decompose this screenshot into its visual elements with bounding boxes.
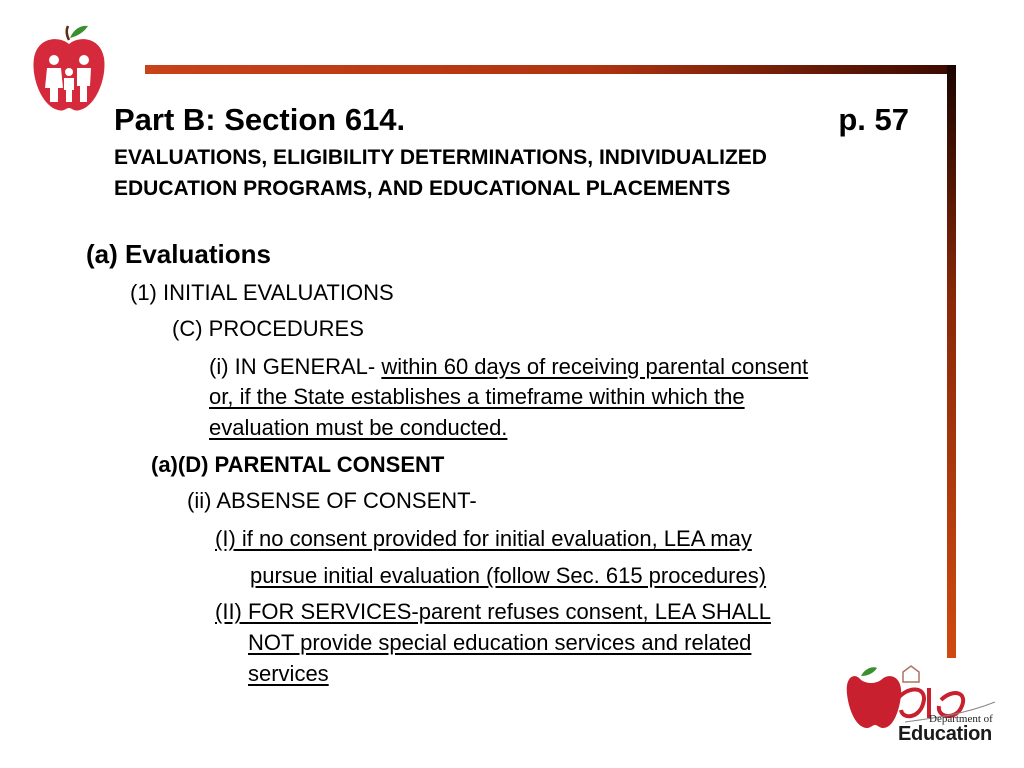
right-accent-bar [947, 65, 956, 658]
page-number: p. 57 [838, 102, 909, 137]
evaluations-heading: (a) Evaluations [86, 239, 271, 269]
procedures-item: (C) PROCEDURES [172, 316, 364, 341]
apple-family-icon [30, 22, 108, 114]
in-general-line-3: evaluation must be conducted. [209, 415, 508, 440]
initial-evaluations-item: (1) INITIAL EVALUATIONS [130, 280, 394, 305]
item-ii-line-2: NOT provide special education services and related [248, 630, 752, 655]
ode-education-text: Education [898, 723, 992, 745]
in-general-line-1 [209, 352, 808, 382]
item-ii-line-3: services [248, 661, 329, 686]
subtitle-line-1: EVALUATIONS, ELIGIBILITY DETERMINATIONS, INDIVIDUALIZED [114, 146, 767, 169]
ode-department-text: Department of [929, 713, 993, 725]
slide-title-row [114, 102, 909, 138]
item-i-line-1: (I) if no consent provided for initial evaluation, LEA may [215, 526, 752, 551]
in-general-prefix: (i) IN GENERAL- [209, 354, 382, 379]
item-ii-line-1: (II) FOR SERVICES-parent refuses consent, LEA SHALL [215, 599, 771, 624]
parental-consent-heading: (a)(D) PARENTAL CONSENT [151, 452, 445, 477]
in-general-text-1: within 60 days of receiving parental consent [381, 354, 809, 379]
top-accent-bar [145, 65, 955, 74]
absense-of-consent-item: (ii) ABSENSE OF CONSENT- [187, 488, 477, 513]
subtitle-line-2: EDUCATION PROGRAMS, AND EDUCATIONAL PLACEMENTS [114, 177, 731, 200]
slide-subtitle [114, 142, 924, 204]
slide-title: Part B: Section 614. [114, 102, 406, 137]
item-i-line-2: pursue initial evaluation (follow Sec. 615 procedures) [250, 563, 767, 588]
in-general-line-2: or, if the State establishes a timeframe within which the [209, 384, 745, 409]
